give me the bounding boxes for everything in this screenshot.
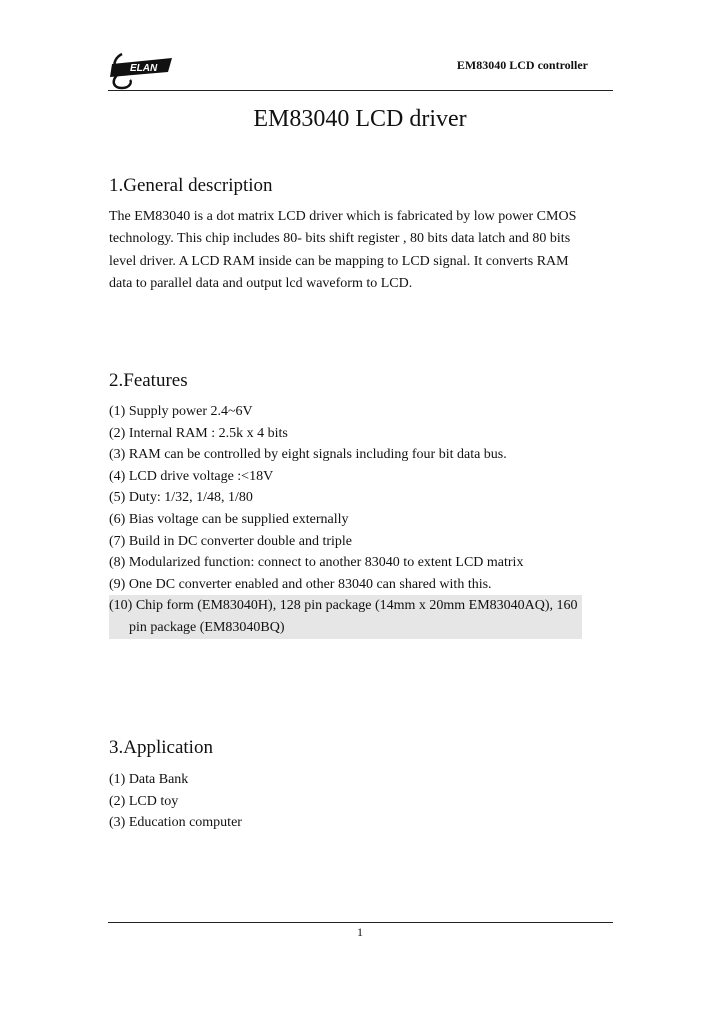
feature-item: (8) Modularized function: connect to another 83040 to extent LCD matrix <box>109 555 524 571</box>
feature-item: (4) LCD drive voltage :<18V <box>109 468 274 484</box>
feature-item-line: (10) Chip form (EM83040H), 128 pin package (14mm x 20mm EM83040AQ), 160 <box>109 598 578 614</box>
feature-item: (5) Duty: 1/32, 1/48, 1/80 <box>109 490 253 506</box>
footer-divider <box>108 922 613 923</box>
application-item: (2) LCD toy <box>109 793 179 809</box>
feature-item: (1) Supply power 2.4~6V <box>109 404 253 419</box>
paragraph-line: level driver. A LCD RAM inside can be mapping to LCD signal. It converts RAM <box>109 253 569 269</box>
feature-item: (3) RAM can be controlled by eight signals including four bit data bus. <box>109 447 507 463</box>
logo-text: ELAN <box>130 63 158 74</box>
general-description-paragraph <box>109 206 609 295</box>
feature-item: (6) Bias voltage can be supplied externally <box>109 511 349 527</box>
application-item: (3) Education computer <box>109 815 242 831</box>
header-divider <box>108 90 613 91</box>
section-heading-general: 1.General description <box>109 175 273 196</box>
page-number: 1 <box>357 925 363 939</box>
header-product-name: EM83040 LCD controller <box>456 58 588 72</box>
feature-item: (2) Internal RAM : 2.5k x 4 bits <box>109 425 288 441</box>
application-item: (1) Data Bank <box>109 772 189 787</box>
paragraph-line: data to parallel data and output lcd waveform to LCD. <box>109 275 413 291</box>
features-list <box>109 401 582 639</box>
paragraph-line: technology. This chip includes 80- bits shift register , 80 bits data latch and 80 bits <box>109 231 571 247</box>
feature-item: (9) One DC converter enabled and other 83040 can shared with this. <box>109 576 492 592</box>
application-list <box>109 769 242 834</box>
feature-item-highlighted <box>109 595 582 638</box>
section-heading-features: 2.Features <box>109 370 188 391</box>
document-title: EM83040 LCD driver <box>253 106 467 132</box>
paragraph-line: The EM83040 is a dot matrix LCD driver which is fabricated by low power CMOS <box>109 209 577 224</box>
feature-item: (7) Build in DC converter double and triple <box>109 533 352 549</box>
feature-item-line: pin package (EM83040BQ) <box>129 619 285 635</box>
elan-logo <box>108 50 174 92</box>
section-heading-application: 3.Application <box>109 737 213 758</box>
